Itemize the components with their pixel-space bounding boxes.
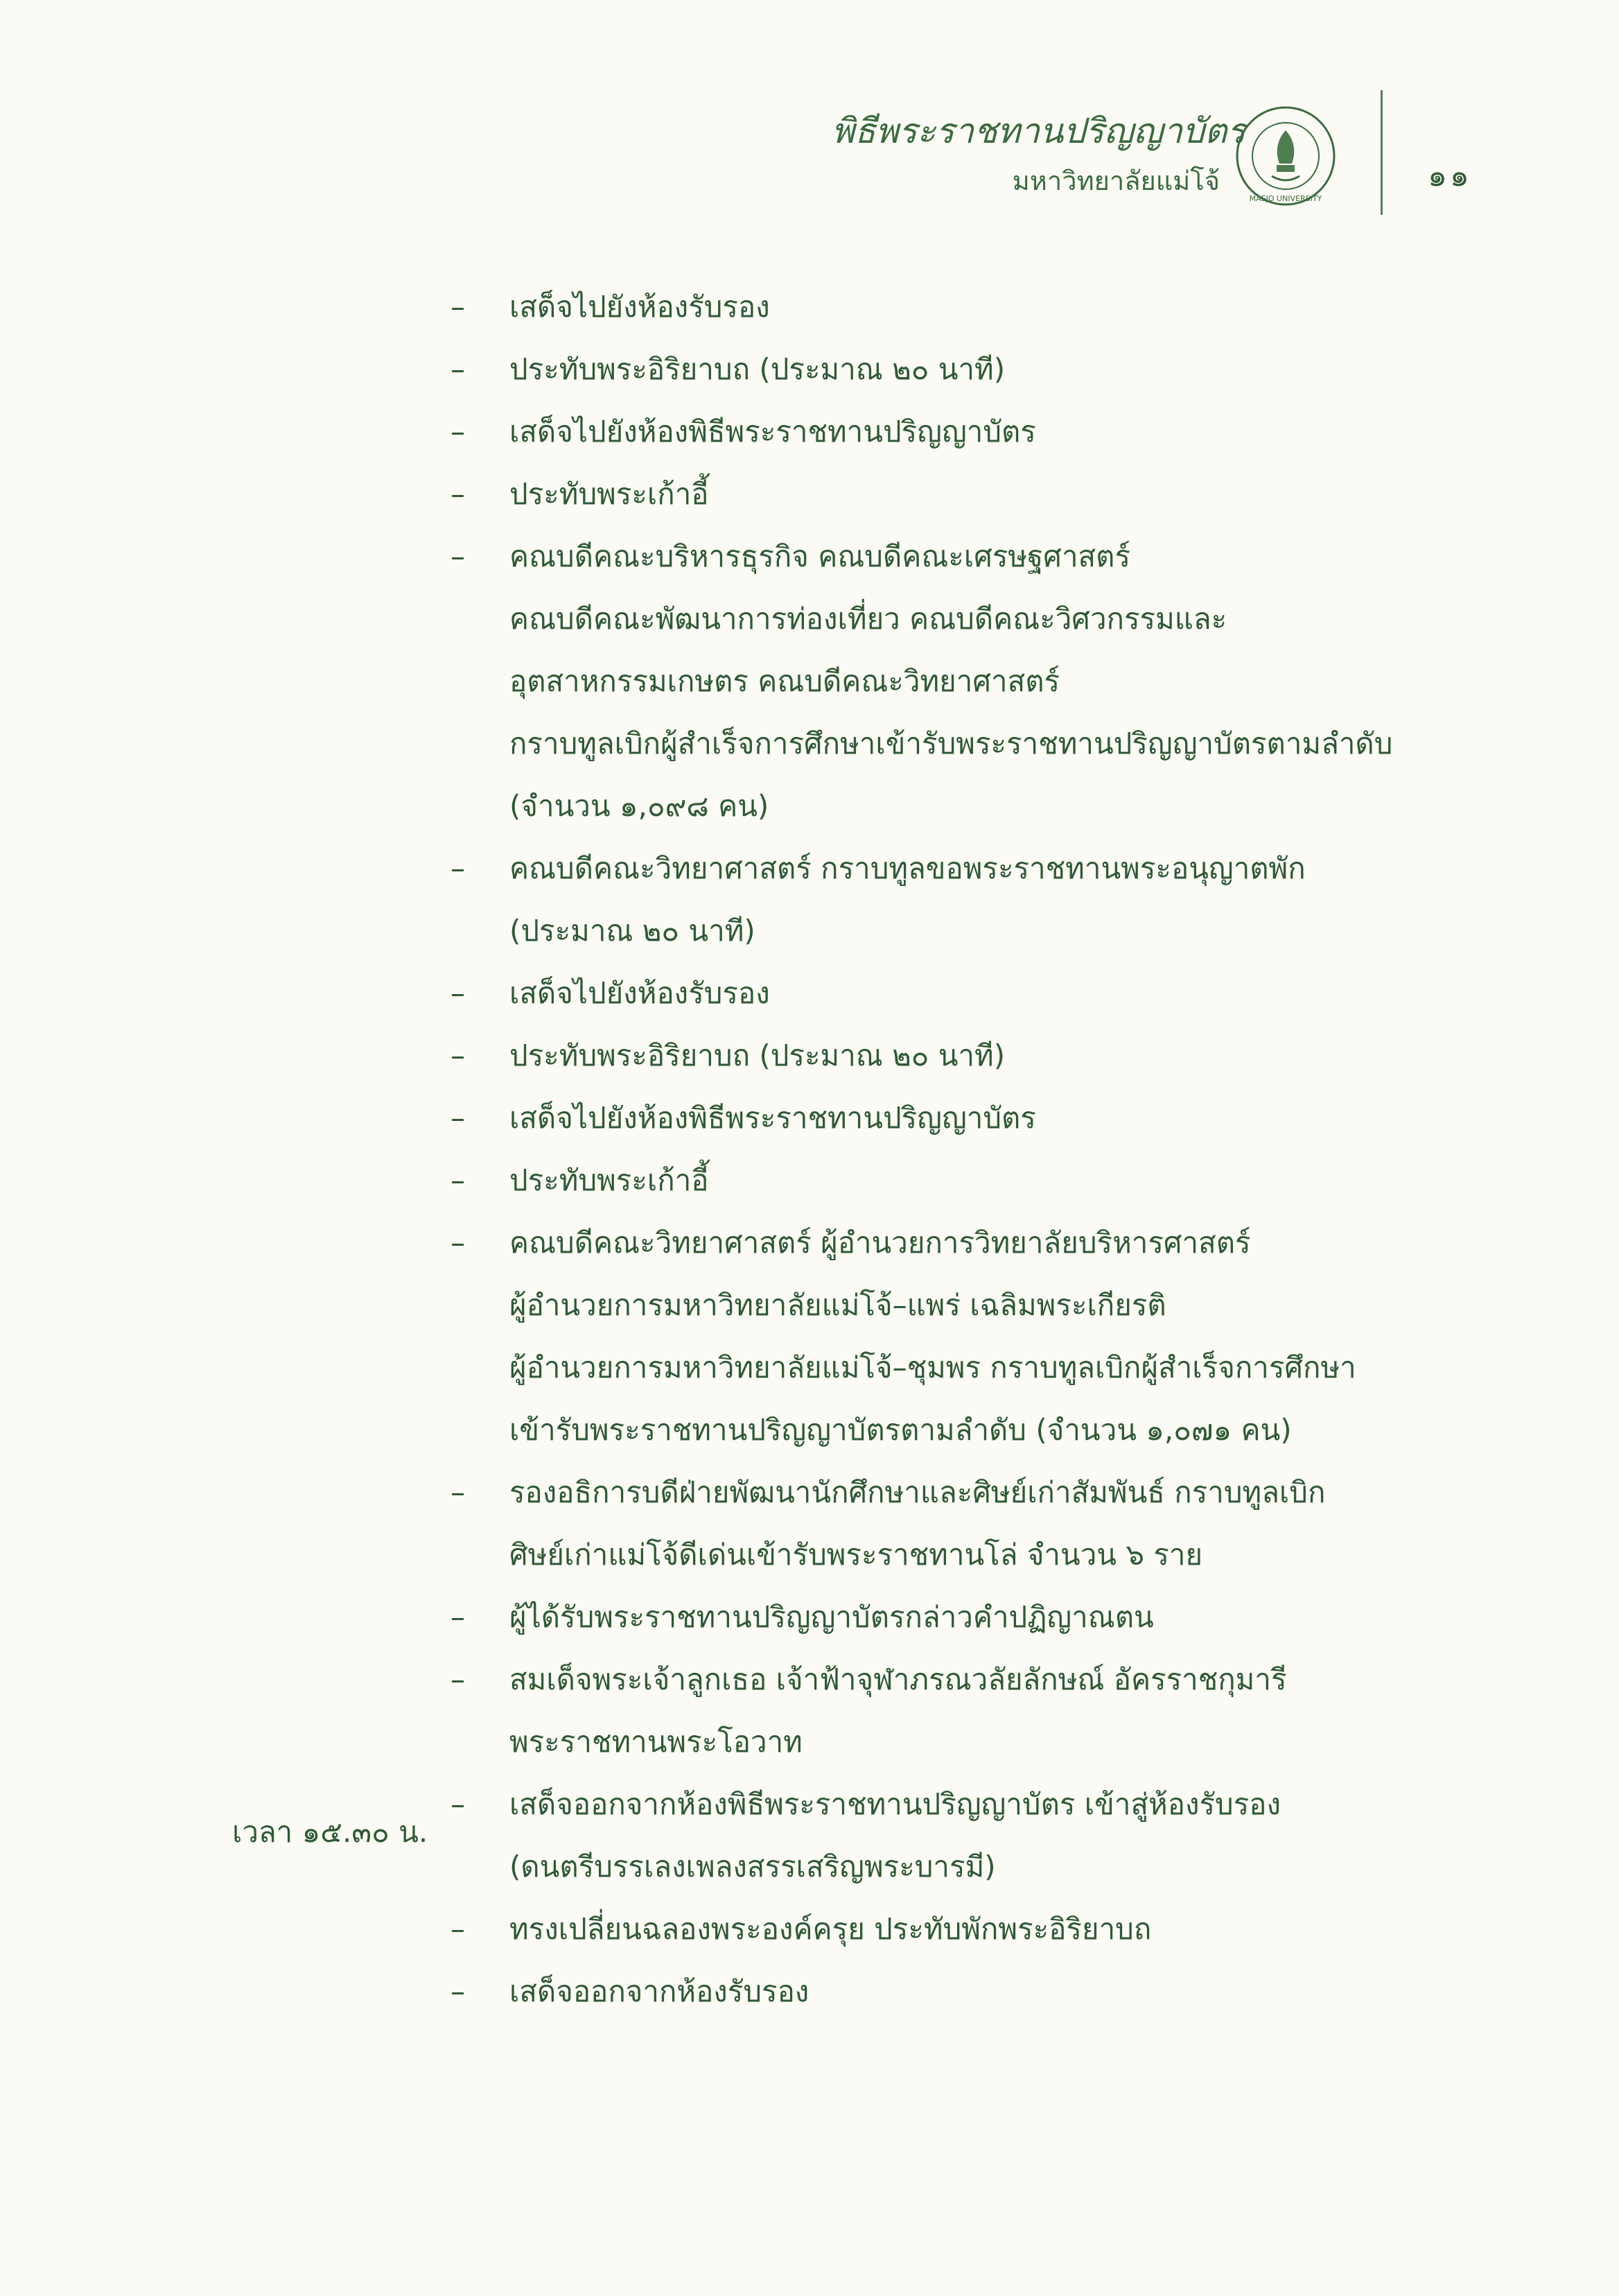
schedule-item-line: ศิษย์เก่าแม่โจ้ดีเด่นเข้ารับพระราชทานโล่ จำนวน ๖ ราย xyxy=(509,1538,1203,1572)
bullet-dash: – xyxy=(450,1038,465,1072)
bullet-dash: – xyxy=(450,352,465,386)
schedule-item-line: เสด็จออกจากห้องรับรอง xyxy=(509,1974,810,2008)
bullet-dash: – xyxy=(450,1974,465,2008)
bullet-dash: – xyxy=(450,477,465,511)
bullet-dash: – xyxy=(450,1475,465,1509)
university-seal-icon xyxy=(1234,104,1338,208)
schedule-item-line: เสด็จไปยังห้องรับรอง xyxy=(509,976,770,1010)
schedule-item-line: รองอธิการบดีฝ่ายพัฒนานักศึกษาและศิษย์เก่าสัมพันธ์ กราบทูลเบิก xyxy=(509,1475,1326,1509)
bullet-dash: – xyxy=(450,976,465,1010)
header-divider xyxy=(1381,90,1383,215)
schedule-item-line: ผู้ได้รับพระราชทานปริญญาบัตรกล่าวคำปฏิญาณตน xyxy=(509,1600,1154,1634)
schedule-item-line: ประทับพระเก้าอี้ xyxy=(509,477,709,511)
schedule-item-line: พระราชทานพระโอวาท xyxy=(509,1725,803,1759)
bullet-dash: – xyxy=(450,1101,465,1135)
schedule-item-line: เสด็จไปยังห้องพิธีพระราชทานปริญญาบัตร xyxy=(509,1101,1036,1135)
schedule-item-line: เสด็จออกจากห้องพิธีพระราชทานปริญญาบัตร เข้าสู่ห้องรับรอง xyxy=(509,1787,1281,1821)
schedule-item-line: เข้ารับพระราชทานปริญญาบัตรตามลำดับ (จำนวน ๑,๐๗๑ คน) xyxy=(509,1413,1292,1447)
schedule-item-line: ประทับพระเก้าอี้ xyxy=(509,1163,709,1197)
schedule-item-line: อุตสาหกรรมเกษตร คณบดีคณะวิทยาศาสตร์ xyxy=(509,664,1060,698)
bullet-dash: – xyxy=(450,1163,465,1197)
bullet-dash: – xyxy=(450,1787,465,1821)
schedule-item-line: ประทับพระอิริยาบถ (ประมาณ ๒๐ นาที) xyxy=(509,352,1006,386)
schedule-item-line: เสด็จไปยังห้องรับรอง xyxy=(509,290,770,324)
schedule-item-line: ผู้อำนวยการมหาวิทยาลัยแม่โจ้–ชุมพร กราบทูลเบิกผู้สำเร็จการศึกษา xyxy=(509,1350,1356,1384)
ceremony-title: พิธีพระราชทานปริญญาบัตร xyxy=(832,111,1246,151)
bullet-dash: – xyxy=(450,290,465,324)
bullet-dash: – xyxy=(450,539,465,573)
bullet-dash: – xyxy=(450,415,465,449)
schedule-item-line: เสด็จไปยังห้องพิธีพระราชทานปริญญาบัตร xyxy=(509,415,1036,449)
schedule-item-line: (จำนวน ๑,๐๙๘ คน) xyxy=(509,789,769,823)
time-label: เวลา ๑๕.๓๐ น. xyxy=(232,1815,428,1849)
bullet-dash: – xyxy=(450,1662,465,1696)
schedule-item-line: คณบดีคณะวิทยาศาสตร์ กราบทูลขอพระราชทานพระอนุญาตพัก xyxy=(509,851,1306,885)
bullet-dash: – xyxy=(450,1600,465,1634)
bullet-dash: – xyxy=(450,851,465,885)
schedule-item-line: ทรงเปลี่ยนฉลองพระองค์ครุย ประทับพักพระอิริยาบถ xyxy=(509,1912,1152,1946)
schedule-item-line: (ประมาณ ๒๐ นาที) xyxy=(509,914,755,948)
schedule-item-line: (ดนตรีบรรเลงเพลงสรรเสริญพระบารมี) xyxy=(509,1850,996,1884)
schedule-item-line: สมเด็จพระเจ้าลูกเธอ เจ้าฟ้าจุฬาภรณวลัยลักษณ์ อัครราชกุมารี xyxy=(509,1662,1287,1696)
schedule-item-line: ประทับพระอิริยาบถ (ประมาณ ๒๐ นาที) xyxy=(509,1038,1006,1072)
schedule-item-line: ผู้อำนวยการมหาวิทยาลัยแม่โจ้–แพร่ เฉลิมพระเกียรติ xyxy=(509,1288,1166,1322)
university-name: มหาวิทยาลัยแม่โจ้ xyxy=(1012,166,1220,196)
page-number: ๑๑ xyxy=(1428,158,1472,193)
schedule-item-line: กราบทูลเบิกผู้สำเร็จการศึกษาเข้ารับพระราชทานปริญญาบัตรตามลำดับ xyxy=(509,727,1393,760)
seal-text: MAEJO UNIVERSITY xyxy=(1249,194,1322,203)
schedule-item-line: คณบดีคณะวิทยาศาสตร์ ผู้อำนวยการวิทยาลัยบริหารศาสตร์ xyxy=(509,1226,1251,1260)
bullet-dash: – xyxy=(450,1912,465,1946)
bullet-dash: – xyxy=(450,1226,465,1260)
schedule-item-line: คณบดีคณะพัฒนาการท่องเที่ยว คณบดีคณะวิศวกรรมและ xyxy=(509,602,1227,636)
schedule-item-line: คณบดีคณะบริหารธุรกิจ คณบดีคณะเศรษฐศาสตร์ xyxy=(509,539,1131,573)
